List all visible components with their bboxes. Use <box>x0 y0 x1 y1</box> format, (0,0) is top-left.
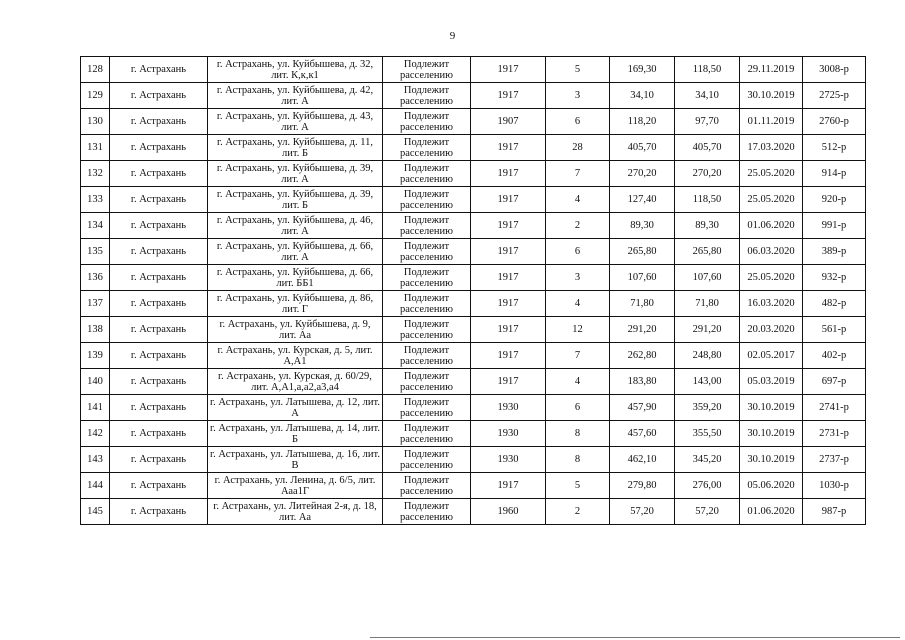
city-cell: г. Астрахань <box>110 369 208 395</box>
year-built-cell: 1917 <box>471 57 546 83</box>
order-number-cell: 2741-р <box>803 395 866 421</box>
address-cell: г. Астрахань, ул. Куйбышева, д. 11, лит. Б <box>208 135 383 161</box>
address-cell: г. Астрахань, ул. Куйбышева, д. 43, лит. А <box>208 109 383 135</box>
residents-count-cell: 3 <box>546 83 610 109</box>
residents-count-cell: 2 <box>546 499 610 525</box>
living-area-cell: 107,60 <box>675 265 740 291</box>
living-area-cell: 118,50 <box>675 187 740 213</box>
address-cell: г. Астрахань, ул. Куйбышева, д. 39, лит. Б <box>208 187 383 213</box>
residents-count-cell: 2 <box>546 213 610 239</box>
city-cell: г. Астрахань <box>110 57 208 83</box>
status-cell: Подлежит расселению <box>383 265 471 291</box>
address-cell: г. Астрахань, ул. Куйбышева, д. 46, лит. А <box>208 213 383 239</box>
table-row <box>81 57 866 83</box>
living-area-cell: 71,80 <box>675 291 740 317</box>
city-cell: г. Астрахань <box>110 161 208 187</box>
total-area-cell: 183,80 <box>610 369 675 395</box>
address-cell: г. Астрахань, ул. Курская, д. 60/29, лит. А,А1,а,а2,а3,а4 <box>208 369 383 395</box>
order-number-cell: 987-р <box>803 499 866 525</box>
decision-date-cell: 30.10.2019 <box>740 421 803 447</box>
status-cell: Подлежит расселению <box>383 187 471 213</box>
order-number-cell: 482-р <box>803 291 866 317</box>
year-built-cell: 1917 <box>471 135 546 161</box>
living-area-cell: 265,80 <box>675 239 740 265</box>
row-number-cell: 135 <box>81 239 110 265</box>
city-cell: г. Астрахань <box>110 265 208 291</box>
address-cell: г. Астрахань, ул. Куйбышева, д. 32, лит. К,к,к1 <box>208 57 383 83</box>
year-built-cell: 1917 <box>471 343 546 369</box>
year-built-cell: 1930 <box>471 395 546 421</box>
city-cell: г. Астрахань <box>110 109 208 135</box>
year-built-cell: 1930 <box>471 421 546 447</box>
year-built-cell: 1917 <box>471 187 546 213</box>
table-row <box>81 161 866 187</box>
table-row <box>81 473 866 499</box>
city-cell: г. Астрахань <box>110 473 208 499</box>
total-area-cell: 34,10 <box>610 83 675 109</box>
living-area-cell: 405,70 <box>675 135 740 161</box>
residents-count-cell: 28 <box>546 135 610 161</box>
city-cell: г. Астрахань <box>110 187 208 213</box>
status-cell: Подлежит расселению <box>383 161 471 187</box>
residents-count-cell: 4 <box>546 187 610 213</box>
residents-count-cell: 7 <box>546 161 610 187</box>
decision-date-cell: 25.05.2020 <box>740 187 803 213</box>
table-row <box>81 109 866 135</box>
address-cell: г. Астрахань, ул. Латышева, д. 14, лит. Б <box>208 421 383 447</box>
order-number-cell: 697-р <box>803 369 866 395</box>
address-cell: г. Астрахань, ул. Куйбышева, д. 42, лит. А <box>208 83 383 109</box>
table-row <box>81 213 866 239</box>
total-area-cell: 462,10 <box>610 447 675 473</box>
total-area-cell: 457,90 <box>610 395 675 421</box>
address-cell: г. Астрахань, ул. Куйбышева, д. 9, лит. Аа <box>208 317 383 343</box>
address-cell: г. Астрахань, ул. Курская, д. 5, лит. А,А1 <box>208 343 383 369</box>
city-cell: г. Астрахань <box>110 317 208 343</box>
order-number-cell: 991-р <box>803 213 866 239</box>
total-area-cell: 270,20 <box>610 161 675 187</box>
status-cell: Подлежит расселению <box>383 317 471 343</box>
living-area-cell: 359,20 <box>675 395 740 421</box>
decision-date-cell: 17.03.2020 <box>740 135 803 161</box>
year-built-cell: 1960 <box>471 499 546 525</box>
residents-count-cell: 4 <box>546 369 610 395</box>
page-number: 9 <box>449 30 456 42</box>
order-number-cell: 1030-р <box>803 473 866 499</box>
order-number-cell: 3008-р <box>803 57 866 83</box>
city-cell: г. Астрахань <box>110 135 208 161</box>
decision-date-cell: 20.03.2020 <box>740 317 803 343</box>
residents-count-cell: 12 <box>546 317 610 343</box>
living-area-cell: 355,50 <box>675 421 740 447</box>
total-area-cell: 71,80 <box>610 291 675 317</box>
decision-date-cell: 16.03.2020 <box>740 291 803 317</box>
total-area-cell: 265,80 <box>610 239 675 265</box>
total-area-cell: 279,80 <box>610 473 675 499</box>
status-cell: Подлежит расселению <box>383 499 471 525</box>
decision-date-cell: 25.05.2020 <box>740 265 803 291</box>
table-row <box>81 343 866 369</box>
year-built-cell: 1917 <box>471 473 546 499</box>
housing-registry-table <box>80 56 866 525</box>
decision-date-cell: 06.03.2020 <box>740 239 803 265</box>
city-cell: г. Астрахань <box>110 291 208 317</box>
address-cell: г. Астрахань, ул. Латышева, д. 12, лит. А <box>208 395 383 421</box>
status-cell: Подлежит расселению <box>383 57 471 83</box>
order-number-cell: 2760-р <box>803 109 866 135</box>
order-number-cell: 2731-р <box>803 421 866 447</box>
city-cell: г. Астрахань <box>110 499 208 525</box>
year-built-cell: 1930 <box>471 447 546 473</box>
total-area-cell: 89,30 <box>610 213 675 239</box>
city-cell: г. Астрахань <box>110 213 208 239</box>
address-cell: г. Астрахань, ул. Ленина, д. 6/5, лит. Ааа1Г <box>208 473 383 499</box>
city-cell: г. Астрахань <box>110 239 208 265</box>
row-number-cell: 133 <box>81 187 110 213</box>
address-cell: г. Астрахань, ул. Латышева, д. 16, лит. В <box>208 447 383 473</box>
residents-count-cell: 3 <box>546 265 610 291</box>
decision-date-cell: 01.06.2020 <box>740 499 803 525</box>
year-built-cell: 1907 <box>471 109 546 135</box>
table-row <box>81 395 866 421</box>
status-cell: Подлежит расселению <box>383 109 471 135</box>
table-row <box>81 499 866 525</box>
table-row <box>81 265 866 291</box>
total-area-cell: 169,30 <box>610 57 675 83</box>
year-built-cell: 1917 <box>471 265 546 291</box>
table-row <box>81 369 866 395</box>
residents-count-cell: 8 <box>546 421 610 447</box>
status-cell: Подлежит расселению <box>383 135 471 161</box>
status-cell: Подлежит расселению <box>383 447 471 473</box>
row-number-cell: 134 <box>81 213 110 239</box>
status-cell: Подлежит расселению <box>383 421 471 447</box>
decision-date-cell: 25.05.2020 <box>740 161 803 187</box>
status-cell: Подлежит расселению <box>383 213 471 239</box>
row-number-cell: 138 <box>81 317 110 343</box>
row-number-cell: 140 <box>81 369 110 395</box>
year-built-cell: 1917 <box>471 291 546 317</box>
decision-date-cell: 05.03.2019 <box>740 369 803 395</box>
status-cell: Подлежит расселению <box>383 291 471 317</box>
total-area-cell: 262,80 <box>610 343 675 369</box>
address-cell: г. Астрахань, ул. Куйбышева, д. 66, лит. ББ1 <box>208 265 383 291</box>
total-area-cell: 57,20 <box>610 499 675 525</box>
table-row <box>81 83 866 109</box>
total-area-cell: 127,40 <box>610 187 675 213</box>
decision-date-cell: 29.11.2019 <box>740 57 803 83</box>
city-cell: г. Астрахань <box>110 395 208 421</box>
residents-count-cell: 6 <box>546 109 610 135</box>
city-cell: г. Астрахань <box>110 421 208 447</box>
total-area-cell: 457,60 <box>610 421 675 447</box>
row-number-cell: 145 <box>81 499 110 525</box>
address-cell: г. Астрахань, ул. Куйбышева, д. 66, лит. А <box>208 239 383 265</box>
table-row <box>81 447 866 473</box>
residents-count-cell: 5 <box>546 57 610 83</box>
row-number-cell: 136 <box>81 265 110 291</box>
decision-date-cell: 01.11.2019 <box>740 109 803 135</box>
status-cell: Подлежит расселению <box>383 343 471 369</box>
order-number-cell: 2737-р <box>803 447 866 473</box>
address-cell: г. Астрахань, ул. Куйбышева, д. 86, лит. Г <box>208 291 383 317</box>
total-area-cell: 107,60 <box>610 265 675 291</box>
living-area-cell: 291,20 <box>675 317 740 343</box>
status-cell: Подлежит расселению <box>383 369 471 395</box>
address-cell: г. Астрахань, ул. Куйбышева, д. 39, лит. А <box>208 161 383 187</box>
row-number-cell: 129 <box>81 83 110 109</box>
order-number-cell: 402-р <box>803 343 866 369</box>
row-number-cell: 132 <box>81 161 110 187</box>
table-row <box>81 187 866 213</box>
order-number-cell: 389-р <box>803 239 866 265</box>
living-area-cell: 345,20 <box>675 447 740 473</box>
living-area-cell: 276,00 <box>675 473 740 499</box>
residents-count-cell: 5 <box>546 473 610 499</box>
residents-count-cell: 6 <box>546 395 610 421</box>
city-cell: г. Астрахань <box>110 83 208 109</box>
year-built-cell: 1917 <box>471 213 546 239</box>
status-cell: Подлежит расселению <box>383 83 471 109</box>
living-area-cell: 118,50 <box>675 57 740 83</box>
order-number-cell: 932-р <box>803 265 866 291</box>
decision-date-cell: 30.10.2019 <box>740 395 803 421</box>
living-area-cell: 97,70 <box>675 109 740 135</box>
living-area-cell: 34,10 <box>675 83 740 109</box>
table-row <box>81 421 866 447</box>
table-row <box>81 291 866 317</box>
living-area-cell: 248,80 <box>675 343 740 369</box>
living-area-cell: 89,30 <box>675 213 740 239</box>
decision-date-cell: 01.06.2020 <box>740 213 803 239</box>
total-area-cell: 405,70 <box>610 135 675 161</box>
residents-count-cell: 6 <box>546 239 610 265</box>
total-area-cell: 291,20 <box>610 317 675 343</box>
table-row <box>81 317 866 343</box>
address-cell: г. Астрахань, ул. Литейная 2-я, д. 18, лит. Аа <box>208 499 383 525</box>
residents-count-cell: 4 <box>546 291 610 317</box>
decision-date-cell: 05.06.2020 <box>740 473 803 499</box>
table-row <box>81 239 866 265</box>
residents-count-cell: 8 <box>546 447 610 473</box>
row-number-cell: 142 <box>81 421 110 447</box>
year-built-cell: 1917 <box>471 369 546 395</box>
order-number-cell: 920-р <box>803 187 866 213</box>
decision-date-cell: 30.10.2019 <box>740 83 803 109</box>
table-row <box>81 135 866 161</box>
bottom-divider <box>370 637 900 638</box>
table-body <box>81 57 866 525</box>
decision-date-cell: 02.05.2017 <box>740 343 803 369</box>
status-cell: Подлежит расселению <box>383 473 471 499</box>
row-number-cell: 137 <box>81 291 110 317</box>
city-cell: г. Астрахань <box>110 343 208 369</box>
living-area-cell: 57,20 <box>675 499 740 525</box>
row-number-cell: 144 <box>81 473 110 499</box>
order-number-cell: 561-р <box>803 317 866 343</box>
year-built-cell: 1917 <box>471 83 546 109</box>
city-cell: г. Астрахань <box>110 447 208 473</box>
order-number-cell: 914-р <box>803 161 866 187</box>
living-area-cell: 143,00 <box>675 369 740 395</box>
decision-date-cell: 30.10.2019 <box>740 447 803 473</box>
status-cell: Подлежит расселению <box>383 395 471 421</box>
year-built-cell: 1917 <box>471 317 546 343</box>
row-number-cell: 130 <box>81 109 110 135</box>
row-number-cell: 128 <box>81 57 110 83</box>
row-number-cell: 131 <box>81 135 110 161</box>
order-number-cell: 512-р <box>803 135 866 161</box>
row-number-cell: 139 <box>81 343 110 369</box>
residents-count-cell: 7 <box>546 343 610 369</box>
row-number-cell: 143 <box>81 447 110 473</box>
order-number-cell: 2725-р <box>803 83 866 109</box>
living-area-cell: 270,20 <box>675 161 740 187</box>
year-built-cell: 1917 <box>471 239 546 265</box>
year-built-cell: 1917 <box>471 161 546 187</box>
status-cell: Подлежит расселению <box>383 239 471 265</box>
row-number-cell: 141 <box>81 395 110 421</box>
total-area-cell: 118,20 <box>610 109 675 135</box>
